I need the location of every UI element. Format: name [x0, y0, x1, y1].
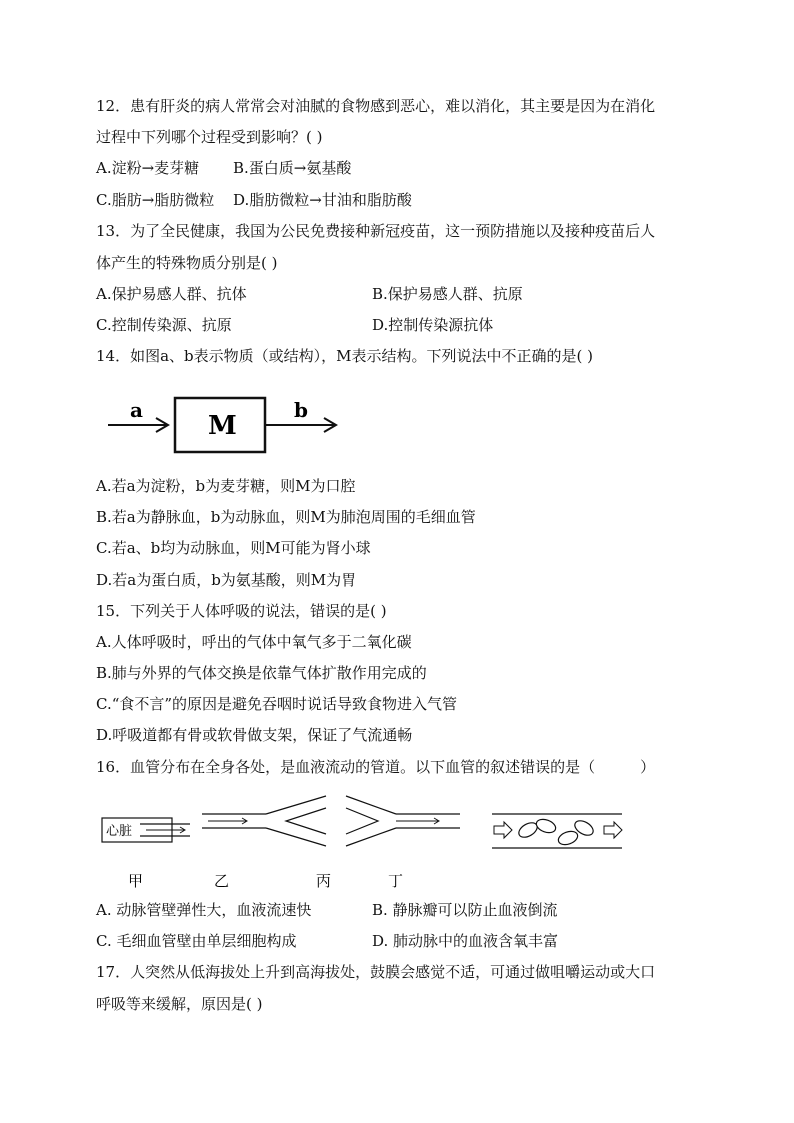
vessel-yi — [202, 796, 326, 846]
q12-stem-line2: 过程中下列哪个过程受到影响？( ) — [96, 128, 323, 146]
q13-option-b: B.保护易感人群、抗原 — [372, 285, 523, 303]
q15-option-a: A.人体呼吸时，呼出的气体中氧气多于二氧化碳 — [96, 633, 412, 651]
heart-label: 心脏 — [106, 824, 133, 839]
q13-stem-line2: 体产生的特殊物质分别是( ) — [96, 254, 278, 272]
q13-option-c: C.控制传染源、抗原 — [96, 316, 232, 334]
label-bing: 丙 — [316, 872, 332, 890]
q15-stem: 15．下列关于人体呼吸的说法，错误的是( ) — [96, 602, 387, 620]
q14-option-b: B.若a为静脉血，b为动脉血，则M为肺泡周围的毛细血管 — [96, 508, 476, 526]
diagram-label-b: b — [294, 398, 308, 422]
q13-option-a: A.保护易感人群、抗体 — [96, 285, 247, 303]
q12-option-d: D.脂肪微粒→甘油和脂肪酸 — [233, 191, 412, 209]
vessel-bing — [346, 796, 460, 846]
q16-stem: 16．血管分布在全身各处，是血液流动的管道。以下血管的叙述错误的是（ ） — [96, 758, 656, 776]
label-ding: 丁 — [388, 872, 404, 890]
vessel-jia — [102, 818, 190, 842]
q17-stem-line2: 呼吸等来缓解，原因是( ) — [96, 995, 263, 1013]
q16-option-a: A. 动脉管壁弹性大，血液流速快 — [96, 901, 312, 919]
q14-option-c: C.若a、b均为动脉血，则M可能为肾小球 — [96, 539, 371, 557]
q13-option-d: D.控制传染源抗体 — [372, 316, 494, 334]
vessel-ding — [492, 814, 622, 848]
q13-stem-line1: 13．为了全民健康，我国为公民免费接种新冠疫苗，这一预防措施以及接种疫苗后人 — [96, 222, 656, 240]
q12-option-a: A.淀粉→麦芽糖 — [96, 159, 200, 177]
q16-option-b: B. 静脉瓣可以防止血液倒流 — [372, 901, 558, 919]
q15-option-c: C.“食不言”的原因是避免吞咽时说话导致食物进入气管 — [96, 695, 458, 713]
q14-option-a: A.若a为淀粉，b为麦芽糖，则M为口腔 — [96, 477, 356, 495]
q12-option-b: B.蛋白质→氨基酸 — [233, 159, 352, 177]
q16-option-d: D. 肺动脉中的血液含氧丰富 — [372, 932, 559, 950]
q12-option-c: C.脂肪→脂肪微粒 — [96, 191, 215, 209]
q14-stem: 14．如图a、b表示物质（或结构），M表示结构。下列说法中不正确的是( ) — [96, 347, 593, 365]
label-jia: 甲 — [128, 872, 144, 890]
q16-diagram — [96, 790, 636, 894]
q15-option-b: B.肺与外界的气体交换是依靠气体扩散作用完成的 — [96, 664, 427, 682]
q15-option-d: D.呼吸道都有骨或软骨做支架，保证了气流通畅 — [96, 726, 413, 744]
q14-diagram — [100, 392, 350, 460]
q12-stem-line1: 12．患有肝炎的病人常常会对油腻的食物感到恶心，难以消化，其主要是因为在消化 — [96, 97, 656, 115]
diagram-label-a: a — [130, 398, 143, 422]
diagram-label-m: M — [208, 411, 237, 441]
q17-stem-line1: 17．人突然从低海拔处上升到高海拔处，鼓膜会感觉不适，可通过做咀嚼运动或大口 — [96, 963, 656, 981]
label-yi: 乙 — [214, 872, 230, 890]
q16-option-c: C. 毛细血管壁由单层细胞构成 — [96, 932, 297, 950]
q14-option-d: D.若a为蛋白质，b为氨基酸，则M为胃 — [96, 571, 357, 589]
